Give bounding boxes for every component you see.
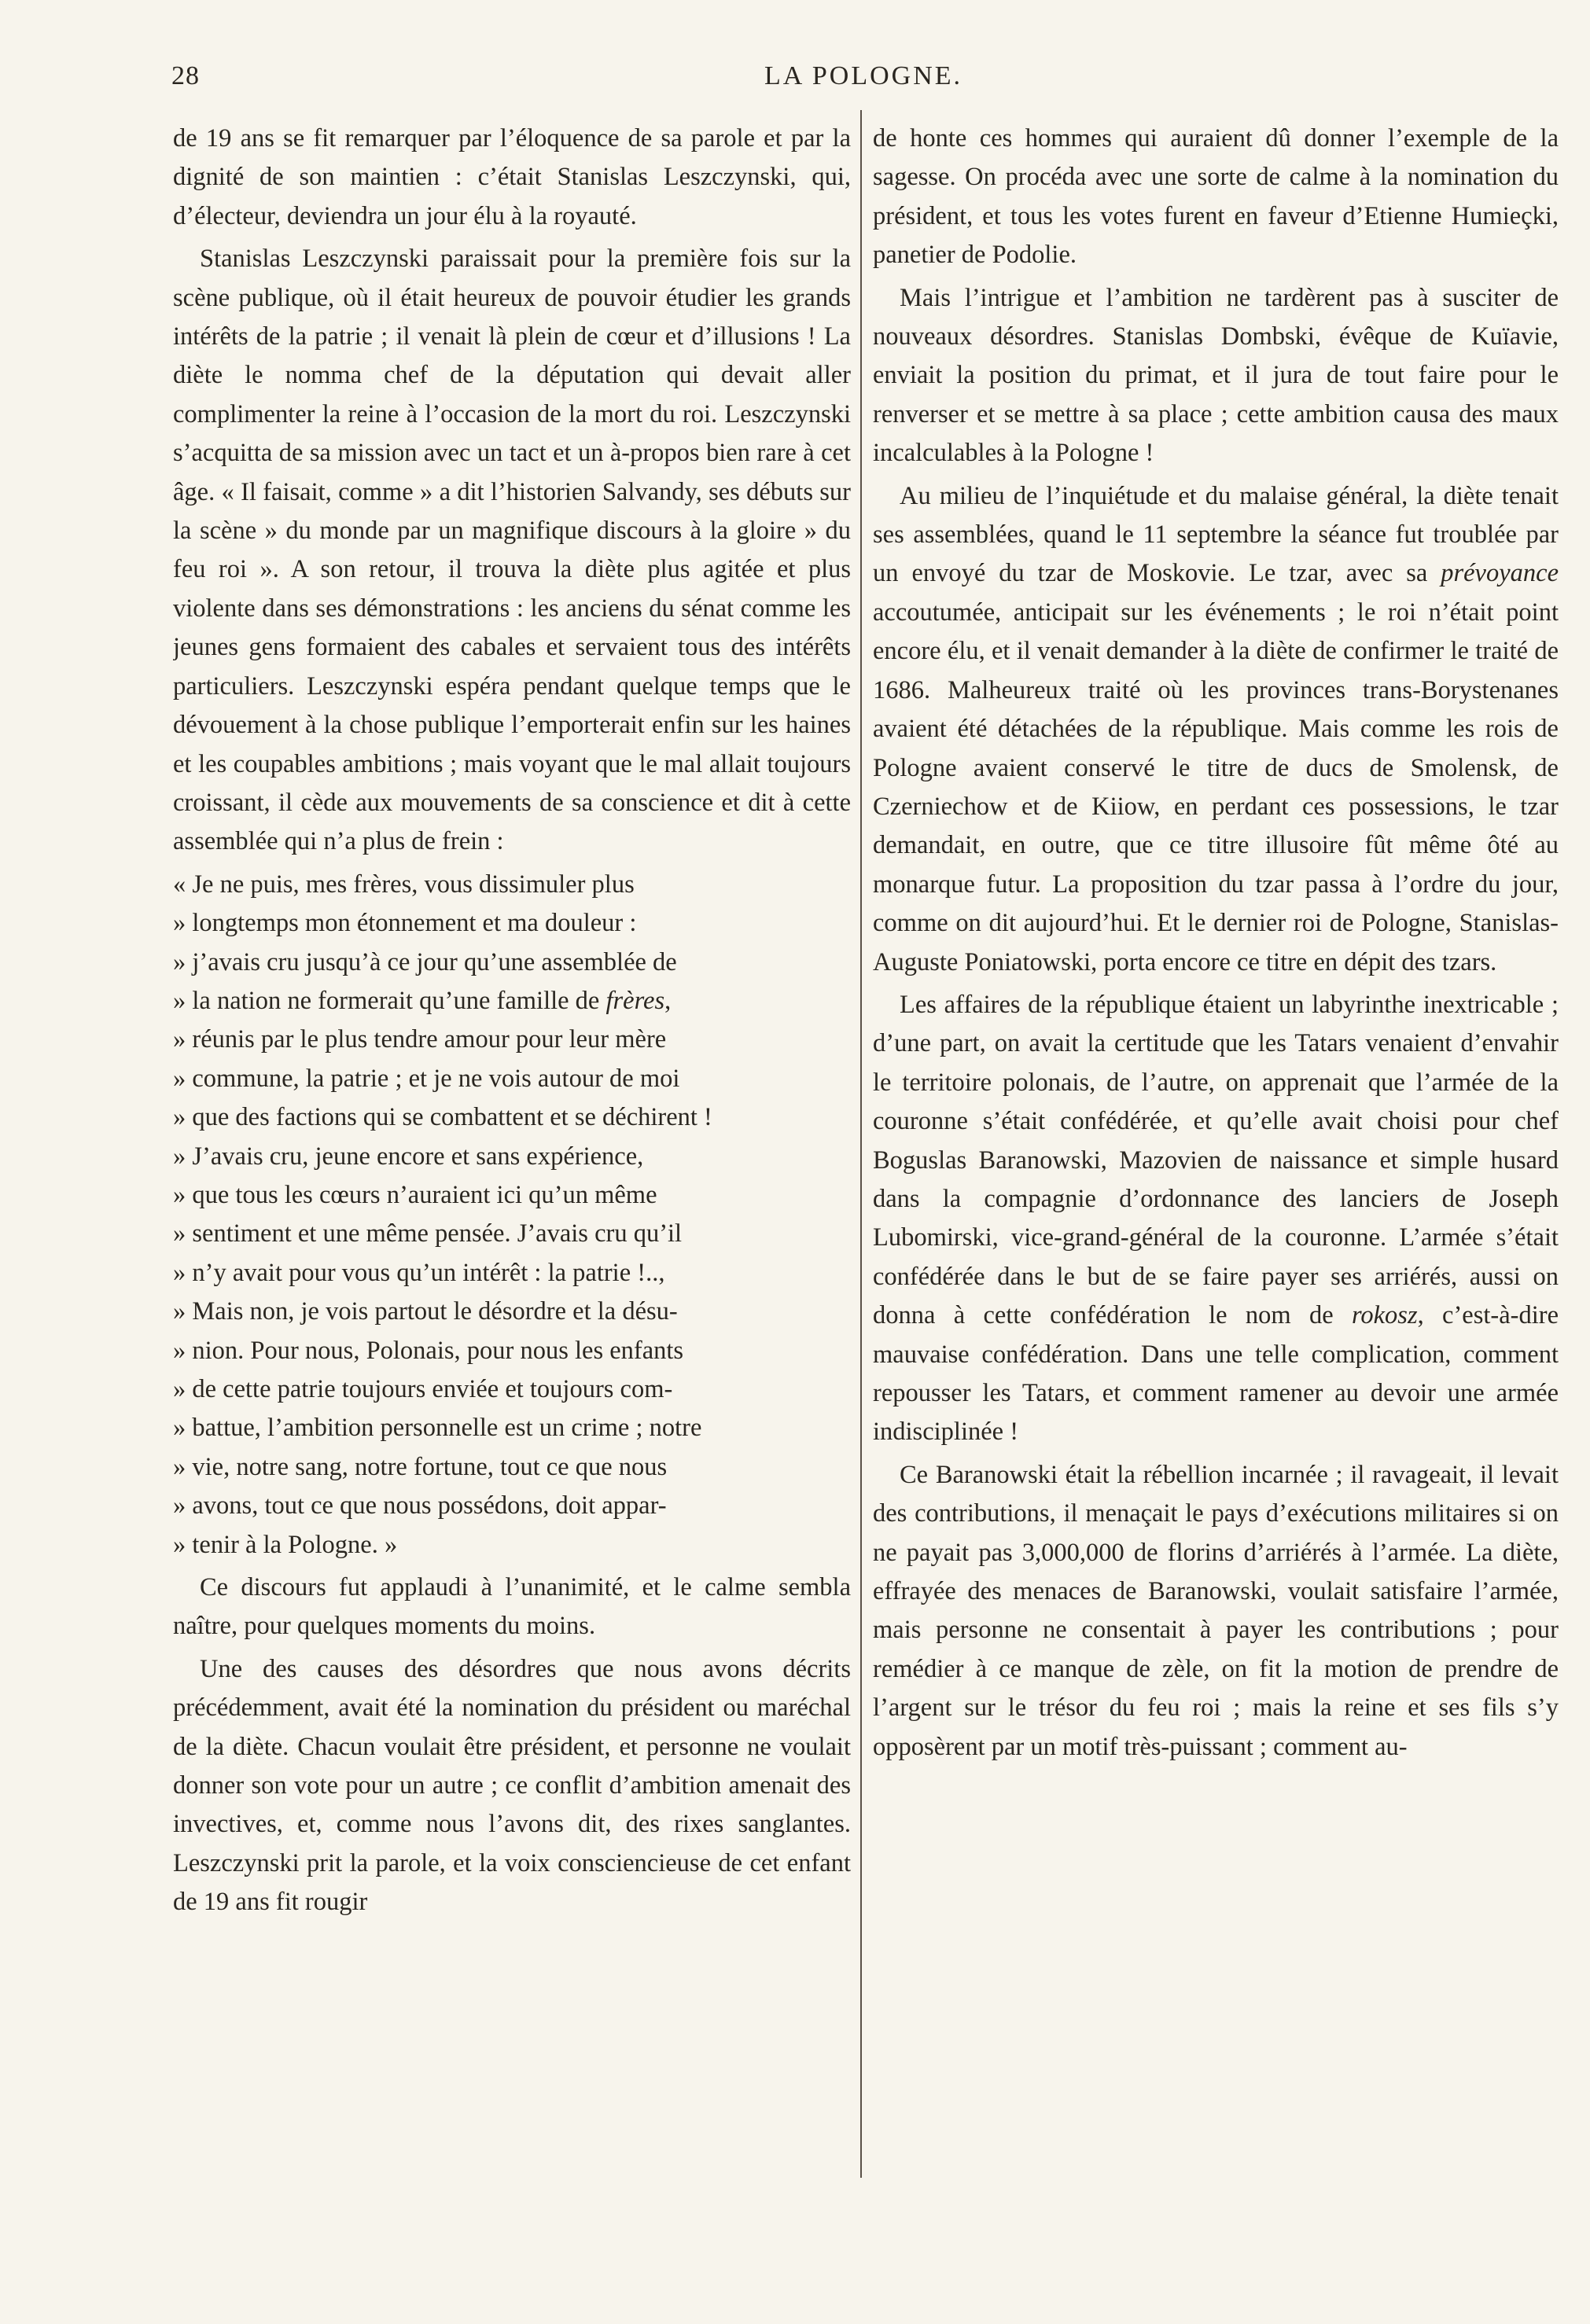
quote-line: » j’avais cru jusqu’à ce jour qu’une assemblée de (173, 947, 677, 976)
paragraph: Ce discours fut applaudi à l’unanimité, et le calme sembla naître, pour quelques moments du moins. (173, 1573, 851, 1641)
speech-quote (173, 866, 851, 1565)
quote-line: » que des factions qui se combattent et se déchirent ! (173, 1103, 712, 1132)
italic-word: prévoyance (1441, 559, 1559, 588)
quote-line: » réunis par le plus tendre amour pour leur mère (173, 1025, 667, 1054)
quote-line: » commune, la patrie ; et je ne vois autour de moi (173, 1064, 680, 1093)
paragraph-text: , c’est-à-dire mauvaise confédération. Dans une telle complication, comment repousser les Tatars, et comment ramener au devoir une armée indisciplinée ! (873, 1301, 1559, 1447)
paragraph: Une des causes des désordres que nous avons décrits précédemment, avait été la nomination du président ou maréchal de la diète. Chacun voulait être président, et personne ne voulait donner son vote pour un autre ; ce conflit d’ambition amenait des invectives, et, comme nous l’avons dit, des rixes sanglantes. Leszczynski prit la parole, et la voix consciencieuse de cet enfant de 19 ans fit rougir (173, 1654, 851, 1917)
paragraph: de 19 ans se fit remarquer par l’éloquence de sa parole et par la dignité de son maintien : c’était Stanislas Leszczynski, qui, d’électeur, deviendra un jour élu à la royauté. (173, 124, 851, 230)
quote-line: » de cette patrie toujours enviée et toujours com- (173, 1375, 673, 1403)
paragraph (873, 986, 1559, 1452)
quote-line: » que tous les cœurs n’auraient ici qu’un même (173, 1180, 657, 1209)
quote-line: » battue, l’ambition personnelle est un crime ; notre (173, 1414, 702, 1443)
italic-word: rokosz (1351, 1301, 1418, 1330)
page-number: 28 (171, 61, 200, 90)
quote-line: » tenir à la Pologne. » (173, 1530, 398, 1559)
paragraph-text: Au milieu de l’inquiétude et du malaise général, la diète tenait ses assemblées, quand le 11 septembre la séance fut troublée par un envoyé du tzar de Moskovie. Le tzar, avec sa (873, 481, 1559, 588)
quote-line: » vie, notre sang, notre fortune, tout ce que nous (173, 1452, 668, 1481)
quote-line: » n’y avait pour vous qu’un intérêt : la patrie !.., (173, 1258, 665, 1287)
punctuation: , (664, 986, 672, 1015)
quote-text: » la nation ne formerait qu’une famille de (173, 986, 600, 1015)
quote-line (173, 982, 851, 1020)
quote-line: » nion. Pour nous, Polonais, pour nous les enfants (173, 1336, 684, 1365)
paragraph-text: accoutumée, anticipait sur les événements ; le roi n’était point encore élu, et il venait demander à la diète de confirmer le traité de 1686. Malheureux traité où les provinces trans-Borystenanes avaient été détachées de la république. Mais comme les rois de Pologne avaient conservé le titre de ducs de Smolensk, de Czerniechow et de Kiiow, en perdant ces possessions, le tzar demandait, en outre, que ce titre illusoire fût même ôté au monarque futur. La proposition du tzar passa à l’ordre du jour, comme on dit aujourd’hui. Et le dernier roi de Pologne, Stanislas-Auguste Poniatowski, porta encore ce titre en dépit des tzars. (873, 598, 1559, 976)
quote-line: » avons, tout ce que nous possédons, doit appar- (173, 1491, 667, 1521)
paragraph: Ce Baranowski était la rébellion incarnée ; il ravageait, il levait des contributions, il menaçait le pays d’exécutions militaires si on ne payait pas 3,000,000 de florins d’arriérés à l’armée. La diète, effrayée des menaces de Baranowski, voulait satisfaire l’armée, mais personne ne consentait à payer les contributions ; pour remédier à ce manque de zèle, on fit la motion de prendre de l’argent sur le trésor du feu roi ; mais la reine et ses fils s’y opposèrent par un motif très-puissant ; comment au- (873, 1460, 1559, 1761)
quote-line: » sentiment et une même pensée. J’avais cru qu’il (173, 1219, 683, 1248)
quote-line: » Mais non, je vois partout le désordre et la désu- (173, 1297, 678, 1326)
quote-line: » longtemps mon étonnement et ma douleur : (173, 909, 637, 938)
running-head (171, 61, 1555, 101)
quote-line: « Je ne puis, mes frères, vous dissimuler plus (173, 870, 635, 899)
italic-word: frères (605, 986, 665, 1015)
paragraph-text: Les affaires de la république étaient un labyrinthe inextricable ; d’une part, on avait la certitude que les Tatars venaient d’envahir le territoire polonais, de l’autre, on apprenait que l’armée de la couronne s’était confédérée, et qu’elle avait choisi pour chef Boguslas Baranowski, Mazovien de naissance et simple husard dans la compagnie d’ordonnance des lanciers de Joseph Lubomirski, vice-grand-général de la couronne. L’armée s’était confédérée dans le but de se faire payer ses arriérés, aussi on donna à cette confédération le nom de (873, 990, 1559, 1330)
paragraph: Stanislas Leszczynski paraissait pour la première fois sur la scène publique, où il était heureux de pouvoir étudier les grands intérêts de la patrie ; il venait là plein de cœur et d’illusions ! La diète le nomma chef de la députation qui devait aller complimenter la reine à l’occasion de la mort du roi. Leszczynski s’acquitta de sa mission avec un tact et un à-propos bien rare à cet âge. « Il faisait, comme » a dit l’historien Salvandy, ses débuts sur la scène » du monde par un magnifique discours à la gloire » du feu roi ». A son retour, il trouva la diète plus agitée et plus violente dans ses démonstrations : les anciens du sénat comme les jeunes gens formaient des cabales et servaient tous des intérêts particuliers. Leszczynski espéra pendant quelque temps que le dévouement à la chose publique l’emporterait enfin sur les haines et les coupables ambitions ; mais voyant que le mal allait toujours croissant, il cède aux mouvements de sa conscience et dit à cette assemblée qui n’a plus de frein : (173, 245, 851, 856)
left-column (173, 120, 851, 2179)
column-divider (860, 110, 862, 2178)
right-column (873, 120, 1559, 2179)
quote-line: » J’avais cru, jeune encore et sans expérience, (173, 1142, 644, 1171)
paragraph (873, 477, 1559, 982)
paragraph: de honte ces hommes qui auraient dû donner l’exemple de la sagesse. On procéda avec une sorte de calme à la nomination du président, et tous les votes furent en faveur d’Etienne Humieçki, panetier de Podolie. (873, 124, 1559, 270)
running-title: LA POLOGNE. (764, 61, 963, 90)
paragraph: Mais l’intrigue et l’ambition ne tardèrent pas à susciter de nouveaux désordres. Stanislas Dombski, évêque de Kuïavie, enviait la position du primat, et il jura de tout faire pour le renverser et se mettre à sa place ; cette ambition causa des maux incalculables à la Pologne ! (873, 283, 1559, 468)
